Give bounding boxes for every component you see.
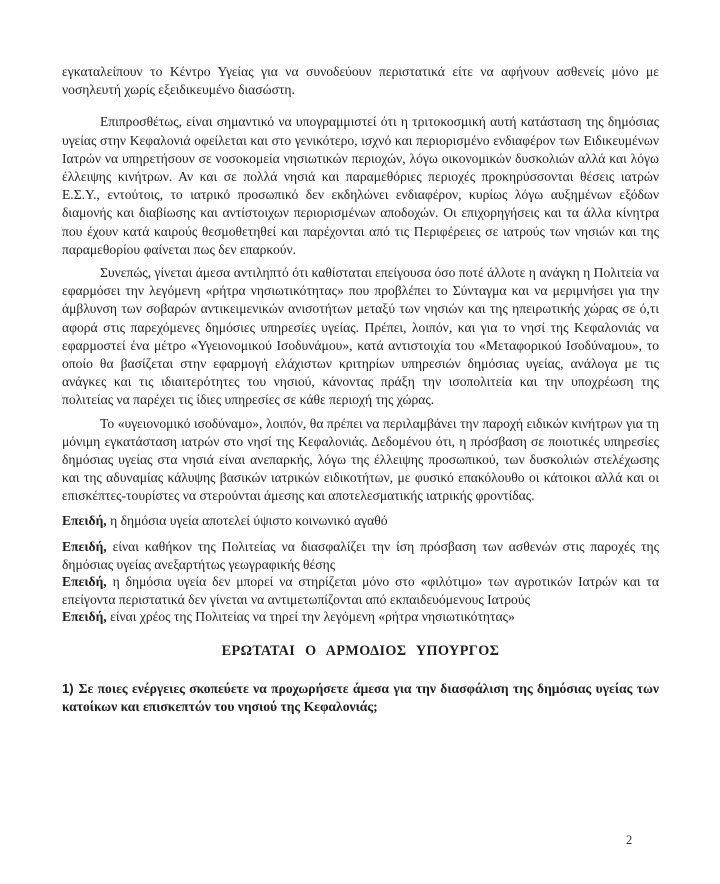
whereas-clause [62,608,659,626]
whereas-lead: Επειδή, [62,609,107,625]
page-number: 2 [626,833,633,847]
body-paragraph: Επιπροσθέτως, είναι σημαντικό να υπογραμμιστεί ότι η τριτοκοσμική αυτή κατάσταση της δημόσιας υγείας στην Κεφαλονιά οφείλεται και στο γενικότερο, ισχνό και περιορισμένο ενδιαφέρον των Ειδικευμένων Ιατρών να υπηρετήσουν σε νοσοκομεία νησιωτικών περιοχών, λόγω οικονομικών δυσκολιών αλλά και λόγω έλλειψης κινήτρων. Αν και σε πολλά νησιά και παραμεθόριες περιοχές προκηρύσσονται θέσεις ιατρών Ε.Σ.Υ., εντούτοις, το ιατρικό προσωπικό δεν εκδηλώνει ενδιαφέρον, κυρίως λόγω αυξημένων εξόδων διαμονής και διαβίωσης και αντίστοιχων περιορισμένων αποδοχών. Οι επιχορηγήσεις και τα άλλα κίνητρα που έχουν κατά καιρούς θεσμοθετηθεί και παρέχονται από τις Περιφέρειες σε ιατρούς των νησιών και της παραμεθορίου φαίνεται πως δεν επαρκούν. [62,114,659,257]
whereas-lead: Επειδή, [62,574,107,590]
whereas-text: είναι καθήκον της Πολιτείας να διασφαλίζει την ίση πρόσβαση των ασθενών στις παροχές της δημόσιας υγείας ανεξαρτήτως γεωγραφικής θέσης [62,539,659,572]
body-paragraph: Το «υγειονομικό ισοδύναμο», λοιπόν, θα πρέπει να περιλαμβάνει την παροχή ειδικών κινήτρων για τη μόνιμη εγκατάσταση ιατρών στο νησί της Κεφαλονιάς. Δεδομένου ότι, η πρόσβαση σε ποιοτικές υπηρεσίες δημόσιας υγείας στα νησιά είναι ανεπαρκής, λόγω της έλλειψης προσωπικού, των δυσκολιών στελέχωσης και της αδυναμίας κάλυψης βασικών ιατρικών ειδικοτήτων, με φυσικό επακόλουθο οι κάτοικοι αλλά και οι επισκέπτες-τουρίστες να στερούνται άμεσης και αποτελεσματικής ιατρικής φροντίδας. [62,415,659,504]
whereas-text: είναι χρέος της Πολιτείας να τηρεί την λεγόμενη «ρήτρα νησιωτικότητας» [106,609,515,625]
body-paragraph: Συνεπώς, γίνεται άμεσα αντιληπτό ότι καθίσταται επείγουσα όσο ποτέ άλλοτε η ανάγκη η Πολιτεία να εφαρμόσει την λεγόμενη «ρήτρα νησιωτικότητας» που προβλέπει το Σύνταγμα και να μεριμνήσει για την άμβλυνση των σοβαρών αντικειμενικών ανισοτήτων μεταξύ των νησιών και της ηπειρωτικής χώρας σε ό,τι αφορά στις παρεχόμενες δημόσιες υπηρεσίες υγείας. Πρέπει, λοιπόν, και για το νησί της Κεφαλονιάς να εφαρμοστεί ένα μέτρο «Υγειονομικού Ισοδυνάμου», κατά αντιστοιχία του «Μεταφορικού Ισοδύναμου», το οποίο θα βασίζεται στην εφαρμογή ελάχιστων κριτηρίων υπηρεσιών δημόσιας υγείας, ανάλογα με τις ανάγκες και τις ιδιαιτερότητες του νησιού, κάνοντας πράξη την ισοπολιτεία και την υποχρέωση της πολιτείας να παρέχει τις ίδιες υπηρεσίες σε κάθε περιοχή της χώρας. [62,265,659,408]
question-text: Σε ποιες ενέργειες σκοπεύετε να προχωρήσετε άμεσα για την διασφάλιση της δημόσιας υγείας των κατοίκων και επισκεπτών του νησιού της Κεφαλονιάς; [62,680,659,715]
whereas-clauses [62,512,659,626]
whereas-text: η δημόσια υγεία αποτελεί ύψιστο κοινωνικό αγαθό [106,512,388,528]
section-heading: ΕΡΩΤΑΤΑΙ Ο ΑΡΜΟΔΙΟΣ ΥΠΟΥΡΓΟΣ [221,642,500,659]
whereas-clause [62,538,659,573]
question-number: 1) [62,680,74,696]
whereas-lead: Επειδή, [62,539,107,555]
question-item [62,680,659,717]
whereas-text: η δημόσια υγεία δεν μπορεί να στηρίζεται μόνο στο «φιλότιμο» των αγροτικών Ιατρών και τα επείγοντα περιστατικά δεν γίνεται να αντιμετωπίζονται από εκπαιδευόμενους Ιατρούς [62,574,659,607]
whereas-clause [62,573,659,608]
body-paragraph-continuation: εγκαταλείπουν το Κέντρο Υγείας για να συνοδεύουν περιστατικά είτε να αφήνουν ασθενείς μόνο με νοσηλευτή χωρίς εξειδικευμένο διασώστη. [62,64,659,98]
document-content [62,63,659,717]
whereas-lead: Επειδή, [62,512,107,528]
whereas-clause [62,512,659,530]
